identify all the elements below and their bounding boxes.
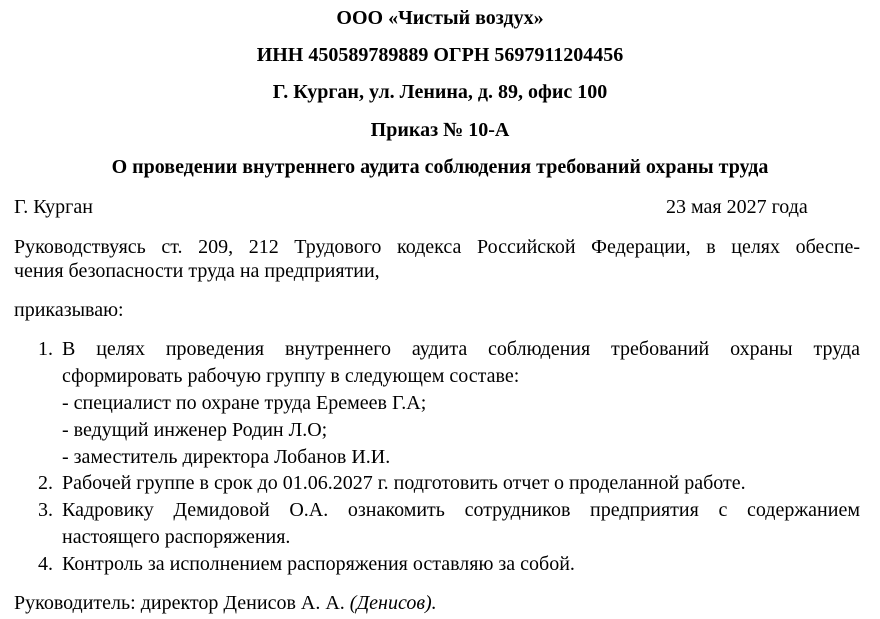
inn-ogrn: ИНН 450589789889 ОГРН 5697911204456	[256, 44, 624, 66]
member-2: - ведущий инженер Родин Л.О;	[62, 419, 328, 441]
item-2-number: 2.	[38, 472, 53, 494]
org-name: ООО «Чистый воздух»	[336, 7, 544, 29]
order-title: О проведении внутреннего аудита соблюдения требований охраны труда	[111, 156, 769, 178]
signature-name: (Денисов).	[349, 592, 437, 614]
item-2-line-1: Рабочей группе в срок до 01.06.2027 г. подготовить отчет о проделанной работе.	[62, 472, 746, 494]
member-3: - заместитель директора Лобанов И.И.	[62, 446, 391, 468]
preamble-line-1	[14, 235, 860, 259]
member-1: - специалист по охране труда Еремеев Г.А;	[62, 392, 427, 414]
item-3-number: 3.	[38, 499, 53, 521]
item-1-line-1-text: В целях проведения внутреннего аудита соблюдения требований охраны труда	[62, 338, 860, 360]
item-4-line-1: Контроль за исполнением распоряжения оставляю за собой.	[62, 553, 575, 575]
item-4-number: 4.	[38, 553, 53, 575]
preamble-line-1-text: Руководствуясь ст. 209, 212 Трудового кодекса Российской Федерации, в целях обеспе-	[14, 236, 860, 258]
city: Г. Курган	[14, 196, 93, 218]
item-1-line-1	[62, 337, 860, 361]
order-number: Приказ № 10-А	[370, 119, 510, 141]
item-3-line-2: настоящего распоряжения.	[62, 526, 291, 548]
preamble-line-2: чения безопасности труда на предприятии,	[14, 260, 380, 282]
signature-line	[14, 591, 437, 615]
item-3-line-1	[62, 498, 860, 522]
signature-label: Руководитель: директор Денисов А. А.	[14, 592, 345, 614]
item-1-line-2: сформировать рабочую группу в следующем составе:	[62, 365, 520, 387]
item-3-line-1-text: Кадровику Демидовой О.А. ознакомить сотрудников предприятия с содержанием	[62, 499, 860, 521]
item-1-number: 1.	[38, 338, 53, 360]
order-date: 23 мая 2027 года	[666, 196, 808, 218]
order-word: приказываю:	[14, 299, 124, 321]
org-address: Г. Курган, ул. Ленина, д. 89, офис 100	[272, 81, 608, 103]
